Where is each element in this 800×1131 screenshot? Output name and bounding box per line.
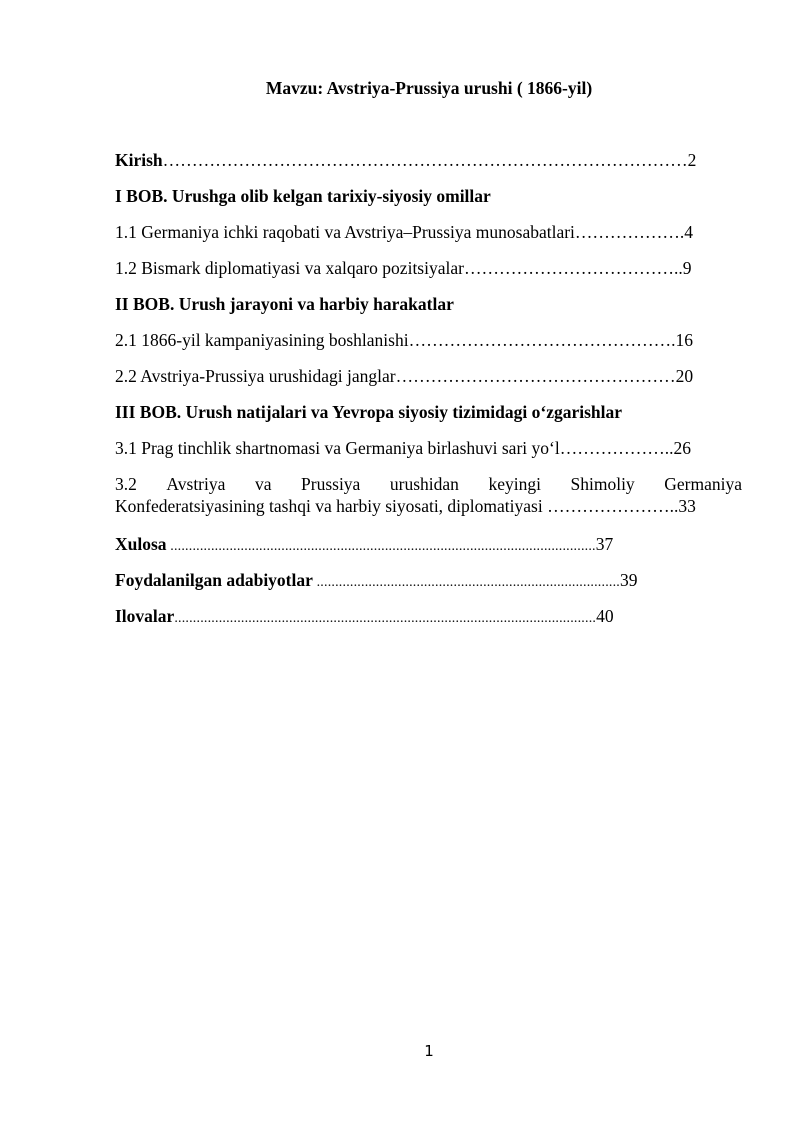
toc-chapter-1-heading: I BOB. Urushga olib kelgan tarixiy-siyosiy omillar <box>115 186 491 206</box>
toc-page-number: 33 <box>678 496 696 516</box>
toc-leader-dots: ................................................................................................................... <box>166 539 596 554</box>
toc-entry-text: 2.2 Avstriya-Prussiya urushidagi janglar <box>115 366 396 386</box>
toc-word: Shimoliy <box>570 474 635 494</box>
toc-entry-foydalanilgan-adabiyotlar <box>115 569 638 594</box>
toc-word: 3.2 <box>115 474 137 494</box>
toc-entry-label: Kirish <box>115 150 163 170</box>
toc-leader-dots: .................................................................................................................. <box>174 611 597 626</box>
toc-entry-3-2-line1 <box>115 473 742 495</box>
toc-chapter-2-heading: II BOB. Urush jarayoni va harbiy harakatlar <box>115 294 454 314</box>
toc-leader-dots: ……………………………………………………………………………… <box>162 150 688 170</box>
toc-entry-3-2-line2 <box>115 495 742 517</box>
toc-entry-text: 2.1 1866-yil kampaniyasining boshlanishi <box>115 330 409 350</box>
toc-entry-2-1 <box>115 329 693 351</box>
toc-entry-label: Foydalanilgan adabiyotlar <box>115 570 313 590</box>
toc-page-number: 2 <box>687 150 697 170</box>
toc-entry-2-2 <box>115 365 693 387</box>
toc-leader-dots: ……………….. <box>559 438 674 458</box>
toc-entry-text: 1.1 Germaniya ichki raqobati va Avstriya–Prussiya munosabatlari <box>115 222 575 242</box>
page-number: 1 <box>424 1042 434 1060</box>
toc-leader-dots: ………………………………………… <box>395 366 676 386</box>
toc-page-number: 26 <box>673 438 691 458</box>
toc-entry-kirish <box>115 149 696 171</box>
toc-word: Avstriya <box>166 474 226 494</box>
toc-entry-3-1 <box>115 437 691 459</box>
toc-word: urushidan <box>389 474 459 494</box>
toc-entry-label: Xulosa <box>115 534 167 554</box>
toc-page-number: 9 <box>682 258 692 278</box>
toc-page-number: 39 <box>620 570 638 590</box>
toc-entry-xulosa <box>115 533 613 558</box>
toc-leader-dots: ……………………………….. <box>463 258 683 278</box>
toc-entry-ilovalar <box>115 605 614 630</box>
toc-entry-text: 3.1 Prag tinchlik shartnomasi va Germaniya birlashuvi sari yoʻl <box>115 438 560 458</box>
toc-entry-label: Ilovalar <box>115 606 175 626</box>
toc-page-number: 4 <box>684 222 694 242</box>
toc-page-number: 37 <box>595 534 614 554</box>
toc-page-number: 20 <box>675 366 694 386</box>
toc-chapter-3-heading: III BOB. Urush natijalari va Yevropa siyosiy tizimidagi oʻzgarishlar <box>115 402 623 422</box>
toc-leader-dots: ………………….. <box>547 496 679 516</box>
toc-word: Prussiya <box>301 474 361 494</box>
toc-word: Germaniya <box>664 474 742 494</box>
toc-word: keyingi <box>488 474 541 494</box>
toc-page-number: 40 <box>596 606 614 626</box>
page-title: Mavzu: Avstriya-Prussiya urushi ( 1866-yil) <box>265 78 593 98</box>
toc-entry-1-1 <box>115 221 693 243</box>
toc-leader-dots: ………………. <box>574 222 685 242</box>
toc-leader-dots: ………………………………………. <box>408 330 676 350</box>
toc-entry-3-2 <box>115 473 742 517</box>
toc-entry-1-2 <box>115 257 691 279</box>
toc-page-number: 16 <box>675 330 693 350</box>
toc-entry-text: Konfederatsiyasining tashqi va harbiy siyosati, diplomatiyasi <box>115 496 548 516</box>
toc-leader-dots: .................................................................................. <box>312 575 620 590</box>
toc-entry-text: 1.2 Bismark diplomatiyasi va xalqaro pozitsiyalar <box>115 258 464 278</box>
toc-word: va <box>254 474 272 494</box>
